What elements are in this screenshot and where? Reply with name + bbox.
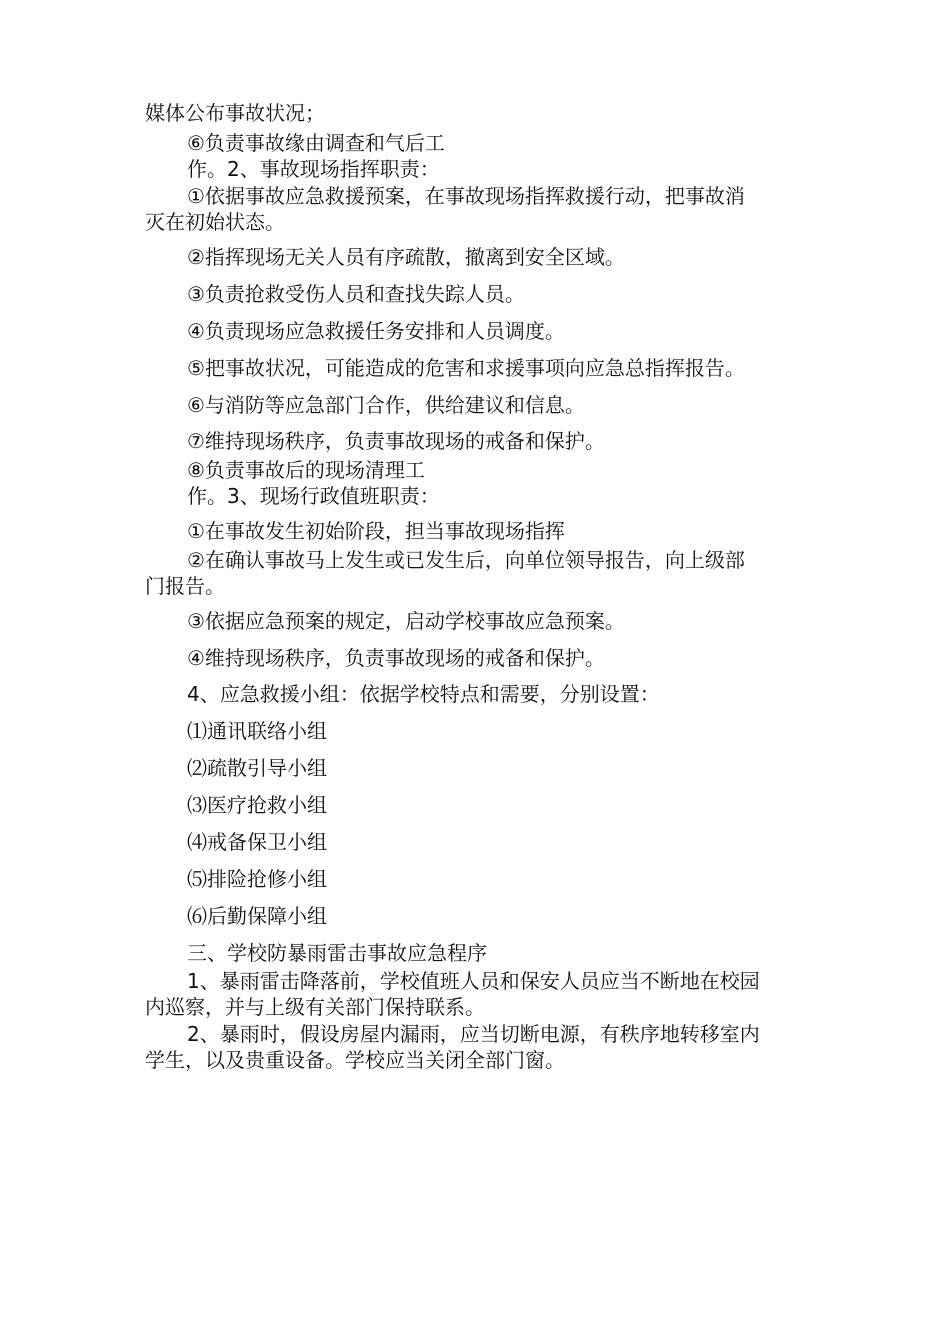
text-line: ⑧负责事故后的现场清理工	[187, 458, 425, 482]
text-line: 媒体公布事故状况；	[145, 101, 325, 125]
text-line: 作。2、事故现场指挥职责：	[187, 157, 440, 181]
text-line: ①在事故发生初始阶段，担当事故现场指挥	[187, 519, 565, 543]
text-line: 学生，以及贵重设备。学校应当关闭全部门窗。	[145, 1048, 565, 1072]
text-line: 作。3、现场行政值班职责：	[187, 484, 440, 508]
text-line: ④维持现场秩序，负责事故现场的戒备和保护。	[187, 646, 605, 670]
text-line: ⑴通讯联络小组	[187, 719, 327, 743]
text-line: 内巡察，并与上级有关部门保持联系。	[145, 995, 485, 1019]
text-line: 灭在初始状态。	[145, 210, 285, 234]
text-line: 门报告。	[145, 574, 225, 598]
text-line: ⑦维持现场秩序，负责事故现场的戒备和保护。	[187, 429, 605, 453]
text-line: ⑥负责事故缘由调查和气后工	[187, 131, 445, 155]
text-line: ⑷戒备保卫小组	[187, 830, 327, 854]
text-line: ⑤把事故状况，可能造成的危害和求援事项向应急总指挥报告。	[187, 356, 745, 380]
text-line: 1、暴雨雷击降落前，学校值班人员和保安人员应当不断地在校园	[187, 969, 760, 993]
text-line: ③负责抢救受伤人员和查找失踪人员。	[187, 282, 525, 306]
text-line: ⑹后勤保障小组	[187, 904, 327, 928]
text-line: ⑥与消防等应急部门合作，供给建议和信息。	[187, 393, 585, 417]
text-line: ⑶医疗抢救小组	[187, 793, 327, 817]
section-heading: 三、学校防暴雨雷击事故应急程序	[187, 941, 487, 965]
text-line: 4、应急救援小组：依据学校特点和需要，分别设置：	[187, 682, 660, 706]
text-line: ⑸排险抢修小组	[187, 867, 327, 891]
text-line: ②在确认事故马上发生或已发生后，向单位领导报告，向上级部	[187, 548, 745, 572]
text-line: ④负责现场应急救援任务安排和人员调度。	[187, 319, 565, 343]
text-line: ③依据应急预案的规定，启动学校事故应急预案。	[187, 609, 625, 633]
text-line: ⑵疏散引导小组	[187, 756, 327, 780]
text-line: 2、暴雨时，假设房屋内漏雨，应当切断电源，有秩序地转移室内	[187, 1022, 760, 1046]
text-line: ①依据事故应急救援预案，在事故现场指挥救援行动，把事故消	[187, 184, 745, 208]
text-line: ②指挥现场无关人员有序疏散，撤离到安全区域。	[187, 245, 625, 269]
